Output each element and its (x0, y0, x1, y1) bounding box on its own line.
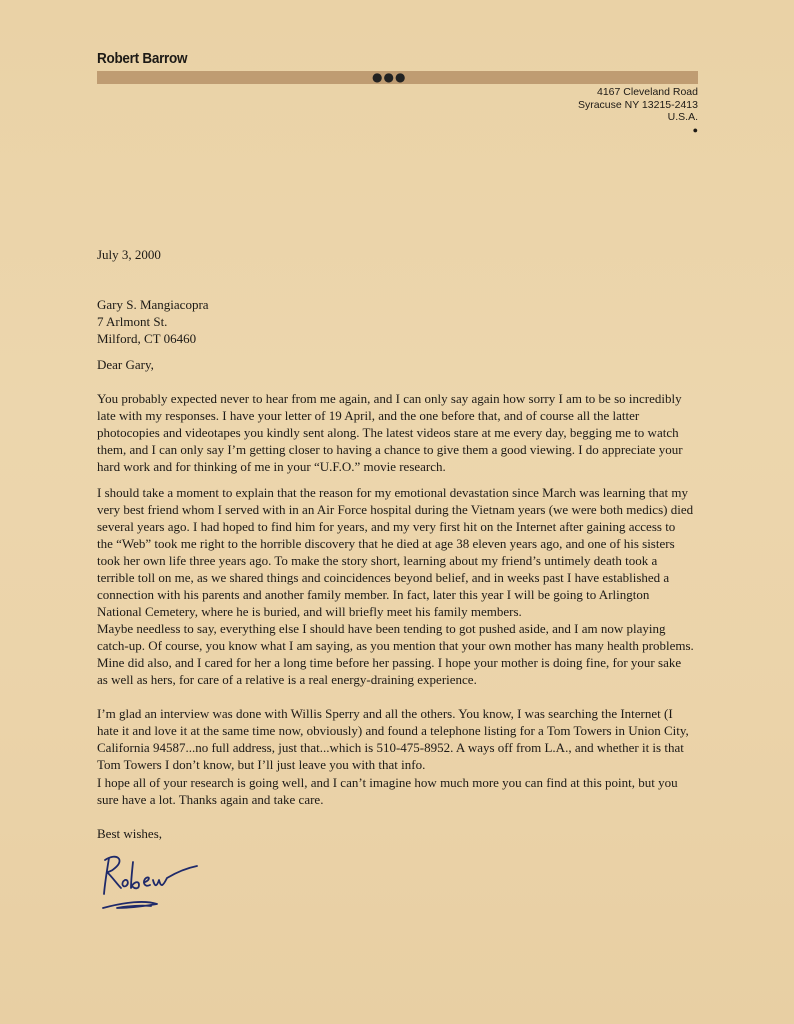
paragraph-line: catch-up. Of course, you know what I am saying, as you mention that your own mother has many health problems. (97, 638, 694, 653)
paragraph-line: took her own life three years ago. To make the story short, learning about my friend’s untimely death took a (97, 553, 658, 568)
paragraph-line: You probably expected never to hear from me again, and I can only say again how sorry I am to be so incredibly (97, 391, 682, 406)
body-paragraph-4 (97, 705, 689, 773)
paragraph-line: hard work and for thinking of me in your “U.F.O.” movie research. (97, 459, 446, 474)
paragraph-line: sure have a lot. Thanks again and take care. (97, 792, 324, 807)
salutation: Dear Gary, (97, 357, 154, 372)
paragraph-line: photocopies and videotapes you kindly sent along. The latest videos stare at me every day, begging me to watch (97, 425, 679, 440)
address-line: Syracuse NY 13215-2413 (577, 98, 698, 111)
paragraph-line: National Cemetery, where he is buried, and will briefly meet his family members. (97, 604, 522, 619)
letter-date: July 3, 2000 (97, 247, 161, 262)
paragraph-line: connection with his parents and another family member. In fact, later this year I will be going to Arlington (97, 587, 650, 602)
address-mark-icon: ● (692, 124, 698, 135)
paragraph-line: them, and I can only say I’m getting closer to having a chance to give them a good viewing. I do appreciate your (97, 442, 683, 457)
paragraph-line: terrible toll on me, as we shared things and coincidences beyond belief, and in weeks past I have established a (97, 570, 670, 585)
recipient-line: Gary S. Mangiacopra (97, 297, 209, 312)
body-paragraph-2 (97, 484, 693, 620)
body-paragraph-3 (97, 620, 694, 688)
paragraph-line: California 94587...no full address, just that...which is 510-475-8952. A ways off from L.A., and whether it is that (97, 740, 684, 755)
handwritten-signature (95, 848, 205, 918)
paragraph-line: Maybe needless to say, everything else I should have been tending to got pushed aside, and I am now playing (97, 621, 666, 636)
paragraph-line: Mine did also, and I cared for her a long time before her passing. I hope your mother is doing fine, for your sake (97, 655, 682, 670)
paragraph-line: the “Web” took me right to the horrible discovery that he died at age 38 eleven years ago, and one of his sisters (97, 536, 675, 551)
recipient-address (97, 296, 209, 347)
sender-name: Robert Barrow (97, 50, 188, 67)
paragraph-line: late with my responses. I have your letter of 19 April, and the one before that, and of course all the latter (97, 408, 640, 423)
address-line: 4167 Cleveland Road (597, 86, 698, 98)
paragraph-line: Tom Towers I don’t know, but I’ll just leave you with that info. (97, 757, 426, 772)
paragraph-line: as well as hers, for care of a relative is a real energy-draining experience. (97, 672, 477, 687)
watermark-top (395, 2, 420, 56)
recipient-line: 7 Arlmont St. (97, 314, 168, 329)
paragraph-line: I hope all of your research is going well, and I can’t imagine how much more you can find at this point, but you (97, 775, 678, 790)
sender-address (578, 86, 698, 136)
paragraph-line: several years ago. I had hoped to find him for years, and my very first hit on the Internet after gaining access to (97, 519, 676, 534)
body-paragraph-1 (97, 390, 683, 475)
letterhead-bar-mark: ●●● (372, 70, 407, 84)
recipient-line: Milford, CT 06460 (97, 331, 197, 346)
address-line: U.S.A. (667, 111, 698, 123)
paragraph-line: I should take a moment to explain that the reason for my emotional devastation since March was learning that my (97, 485, 688, 500)
paragraph-line: hate it and love it at the same time now, obviously) and found a telephone listing for a Tom Towers in Union City, (97, 723, 689, 738)
paragraph-line: very best friend whom I served with in an Air Force hospital during the Vietnam years (we were both medics) died (97, 502, 694, 517)
body-paragraph-5 (97, 774, 678, 808)
closing: Best wishes, (97, 826, 162, 841)
paragraph-line: I’m glad an interview was done with Willis Sperry and all the others. You know, I was searching the Internet (I (97, 706, 673, 721)
